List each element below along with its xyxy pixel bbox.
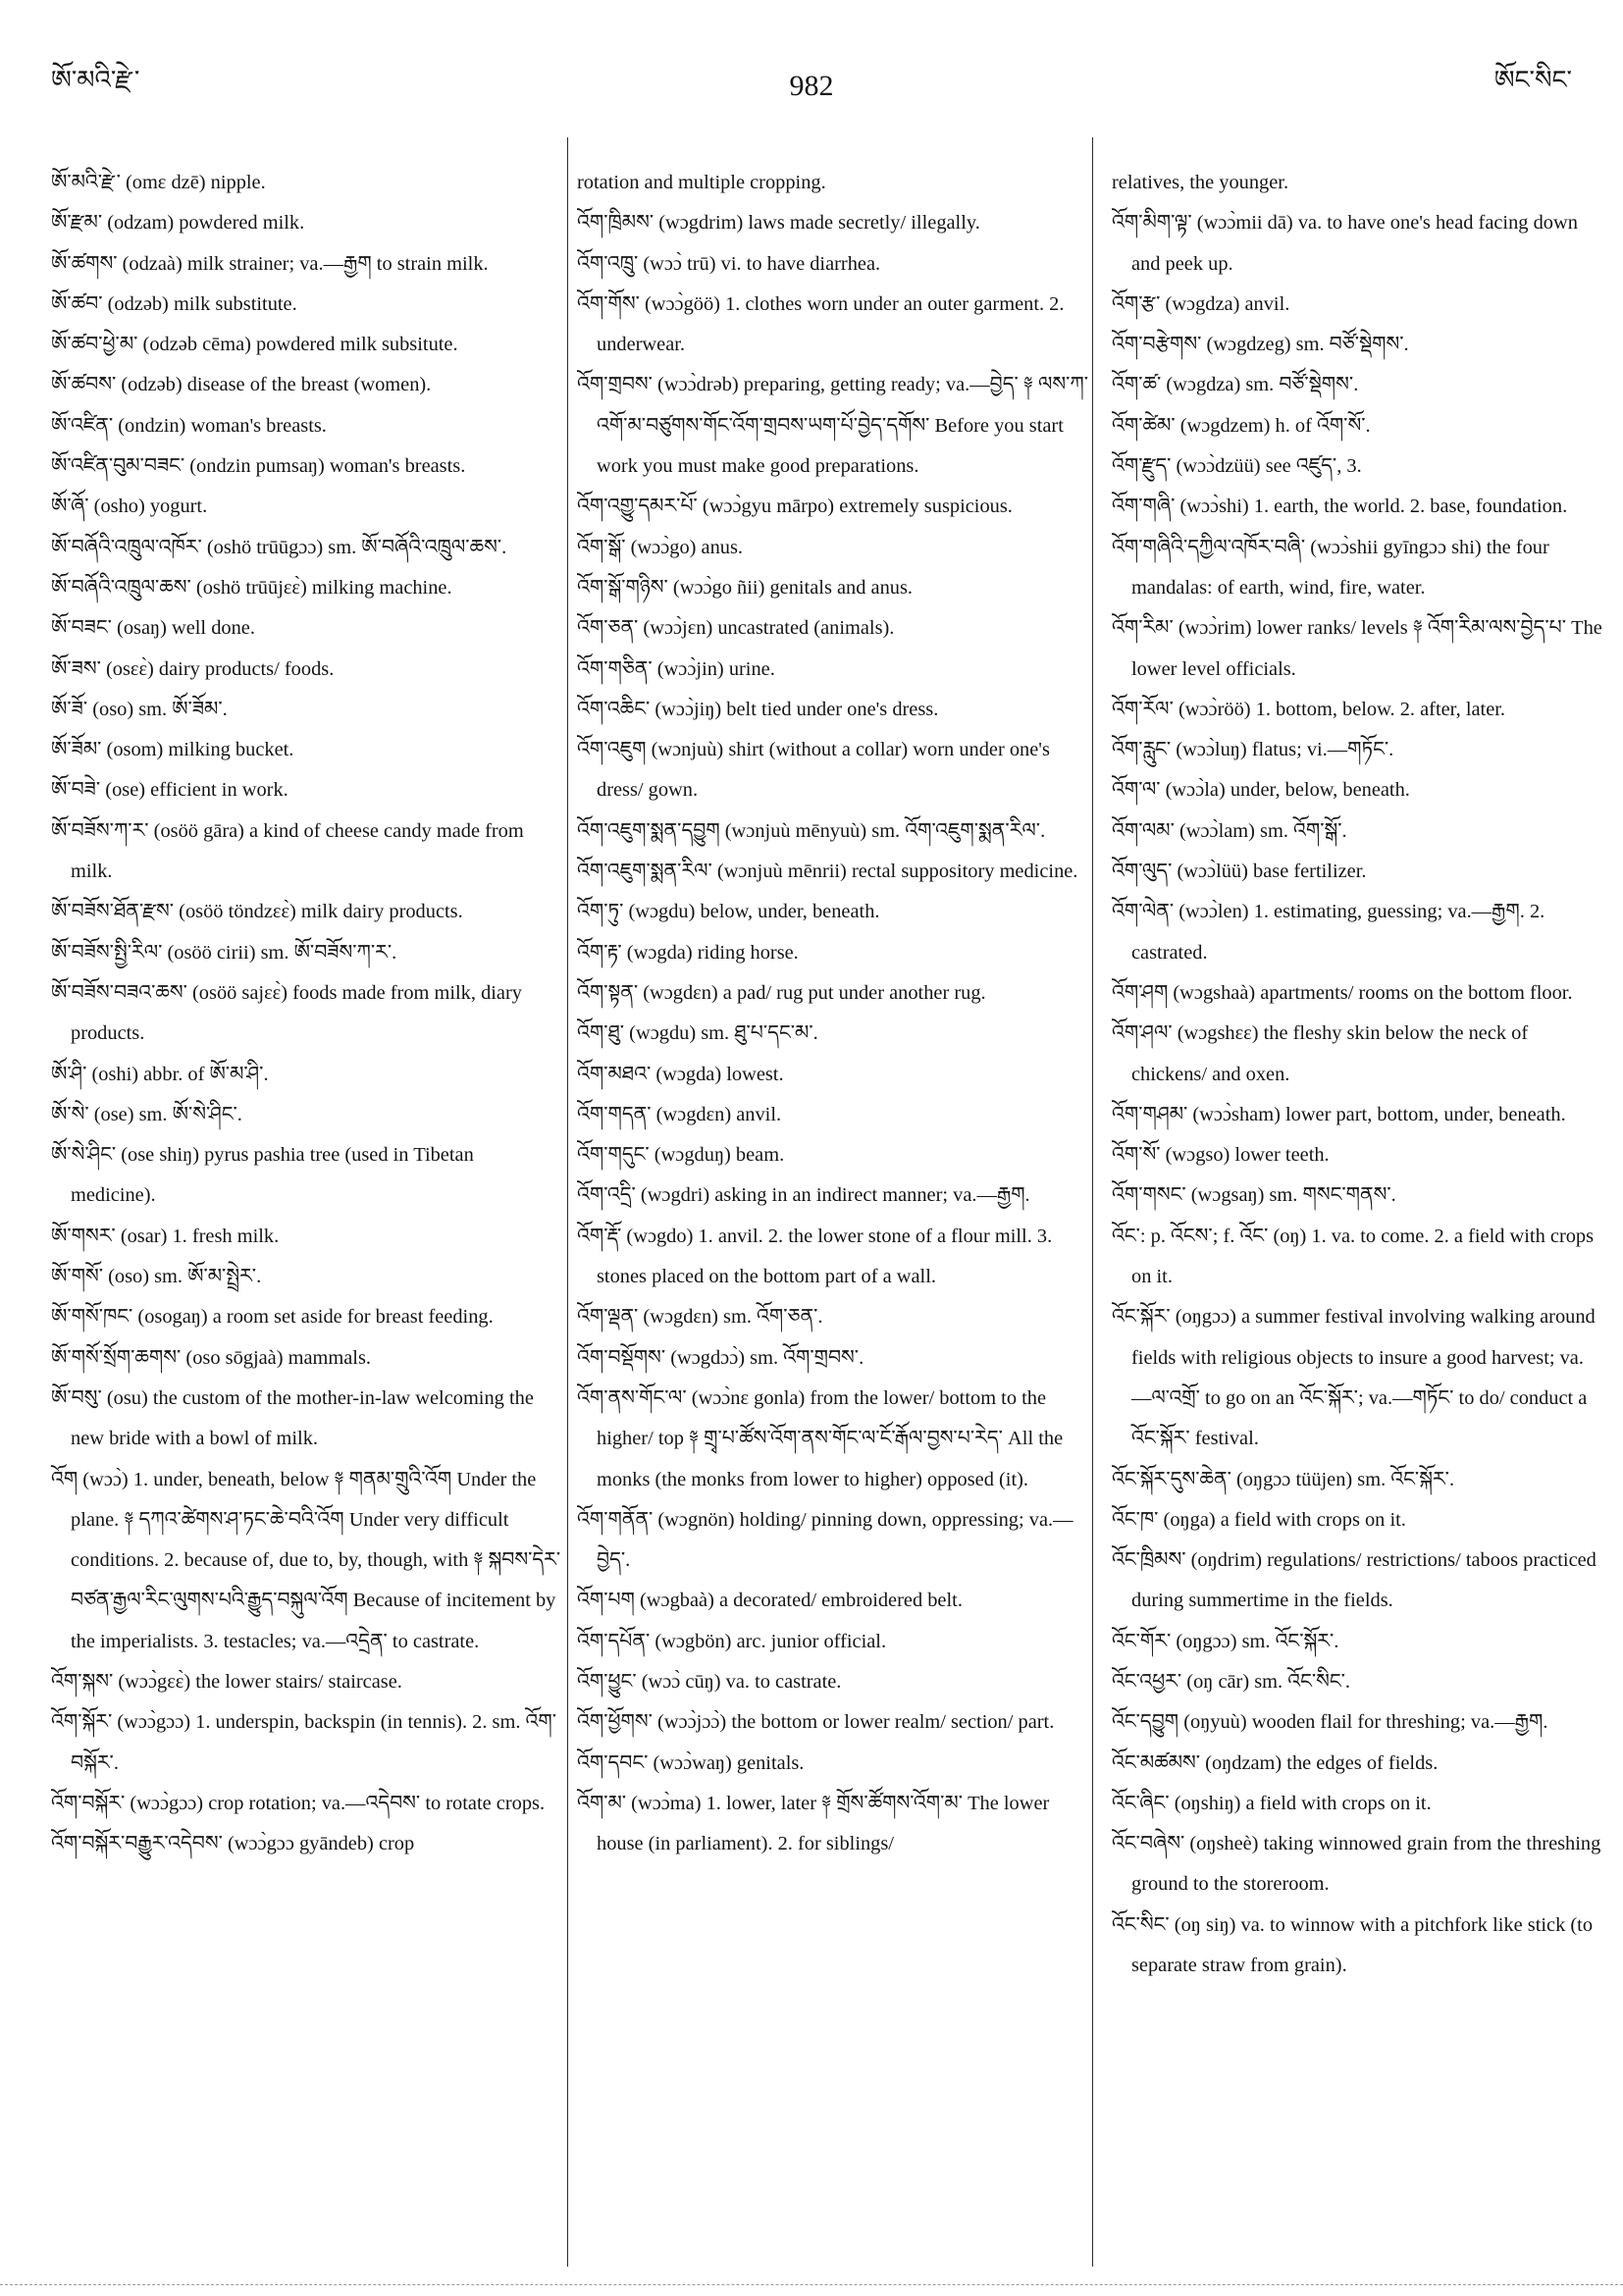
column-1 — [51, 163, 561, 2272]
dictionary-entry: འོག་གཤམ་ (wɔɔ̀sham) lower part, bottom, under, beneath. — [1112, 1103, 1566, 1125]
dictionary-entry: འོང་ཁ་ (oŋga) a field with crops on it. — [1112, 1508, 1406, 1531]
dictionary-entry: འོག་འཇུག་སྨན་རིལ་ (wɔnjuù mēnrii) rectal suppository medicine. — [577, 861, 1078, 883]
dictionary-entry: འོག་ཏུ་ (wɔgdu) below, under, beneath. — [577, 901, 880, 923]
dictionary-entry: ཨོ་གསོ་སྲོག་ཆགས་ (oso sōgjaà) mammals. — [51, 1346, 372, 1369]
dictionary-entry: འོག་གཅིན་ (wɔɔ̀jin) urine. — [577, 657, 775, 680]
dictionary-entry: ཨོ་སེ་ (ose) sm. ཨོ་སེ་ཤིང་. — [51, 1103, 242, 1125]
dictionary-entry: ཨོ་ཚགས་ (odzaà) milk strainer; va.—རྒྱག to strain milk. — [51, 252, 489, 275]
dictionary-entry: འོག་མཐའ་ (wɔgda) lowest. — [577, 1063, 784, 1085]
dictionary-entry: འོག་ནས་གོང་ལ་ (wɔɔ̀nɛ gonla) from the lower/ bottom to the higher/ top ༈ གྲྭ་པ་ཚོས་འོག་ནས་གོང་ལ་ངོ་རྒོལ་བྱས་པ་རེད་ All the monks (the monks from lower to higher) opposed (it). — [577, 1386, 1064, 1490]
dictionary-entry: ཨོ་བཞོའི་འཁྲུལ་འཁོར་ (oshö trūūgɔɔ) sm. ཨོ་བཞོའི་འཁྲུལ་ཆས་. — [51, 536, 507, 558]
dictionary-entry: འོག་རླུང་ (wɔɔ̀luŋ) flatus; vi.—གཏོང་. — [1112, 739, 1394, 761]
dictionary-entry: འོག་ཕྱོགས་ (wɔɔ̀jɔɔ̀) the bottom or lower realm/ section/ part. — [577, 1711, 1055, 1734]
dictionary-entry: འོག་སྐོར་ (wɔɔ̀gɔɔ) 1. underspin, backspin (in tennis). 2. sm. འོག་བསྐོར་. — [51, 1711, 557, 1774]
dictionary-entry: འོག་དབང་ (wɔɔ̀waŋ) genitals. — [577, 1751, 805, 1774]
column-3 — [1112, 163, 1602, 2272]
dictionary-entry: འོག་ལ་ (wɔɔ̀la) under, below, beneath. — [1112, 779, 1410, 802]
dictionary-entry: ཨོ་གསར་ (osar) 1. fresh milk. — [51, 1225, 280, 1247]
dictionary-entry: ཨོ་ཟོམ་ (osom) milking bucket. — [51, 739, 294, 761]
running-head-left: ཨོ་མའི་རྫེ་ — [51, 66, 140, 95]
dictionary-entry: འོག་སྒོ་གཉིས་ (wɔɔ̀go ñii) genitals and anus. — [577, 576, 913, 599]
dictionary-entry: འོག་གྲབས་ (wɔɔ̀drəb) preparing, getting ready; va.—བྱེད་ ༈ ལས་ཀ་འགོ་མ་བཙུགས་གོང་འོག་གྲབས་ཡག་པོ་བྱེད་དགོས་ Before you start work you must make good preparations. — [577, 374, 1089, 478]
running-head-right: ཨོང་སིང་ — [1493, 66, 1572, 95]
dictionary-entry: འོག་གོས་ (wɔɔ̀göö) 1. clothes worn under an outer garment. 2. underwear. — [577, 292, 1065, 356]
dictionary-entry: འོང་ཁྲིམས་ (oŋdrim) regulations/ restrictions/ taboos practiced during summertime in the fields. — [1112, 1549, 1597, 1612]
dictionary-entry: འོག་གསང་ (wɔgsaŋ) sm. གསང་གནས་. — [1112, 1184, 1396, 1207]
dictionary-entry: ཨོ་བཟེ་ (ose) efficient in work. — [51, 779, 288, 802]
dictionary-entry: འོང་དབྱུག (oŋyuù) wooden flail for threshing; va.—རྒྱག. — [1112, 1711, 1548, 1734]
dictionary-entry: འོག་རྩ་ (wɔgdza) anvil. — [1112, 292, 1290, 315]
dictionary-entry: འོག་འཁྲུ་ (wɔɔ̀ trū) vi. to have diarrhea. — [577, 252, 881, 275]
dictionary-entry: འོག་འཆིང་ (wɔɔ̀jiŋ) belt tied under one's dress. — [577, 698, 939, 720]
dictionary-entry: ཨོ་ཚབས་ (odzəb) disease of the breast (women). — [51, 374, 432, 396]
dictionary-entry: འོག་ཅན་ (wɔɔ̀jɛn) uncastrated (animals). — [577, 617, 895, 640]
dictionary-entry: ཨོ་བཟོས་ཀ་ར་ (osöö gāra) a kind of cheese candy made from milk. — [51, 819, 524, 883]
dictionary-entry: ཨོ་ཤི་ (oshi) abbr. of ཨོ་མ་ཤི་. — [51, 1063, 269, 1085]
dictionary-entry: འོག་བསྐོར་བརྒྱུར་འདེབས་ (wɔɔ̀gɔɔ gyāndeb) crop — [51, 1833, 415, 1855]
dictionary-entry: འོག་ཕྱུང་ (wɔɔ̀ cūŋ) va. to castrate. — [577, 1670, 842, 1693]
dictionary-entry: འོག་བརྩེགས་ (wɔgdzeg) sm. བཙོ་སྡེགས་. — [1112, 334, 1409, 356]
dictionary-entry: འོག་འཇུག (wɔnjuù) shirt (without a collar) worn under one's dress/ gown. — [577, 739, 1050, 802]
dictionary-entry: ཨོ་བཟོས་བཟའ་ཆས་ (osöö sajɛɛ̀) foods made from milk, diary products. — [51, 981, 522, 1045]
dictionary-entry: ཨོ་བཟོས་སྤྱི་རིལ་ (osöö cirii) sm. ཨོ་བཟོས་ཀ་ར་. — [51, 941, 397, 964]
dictionary-entry: འོག་ལམ་ (wɔɔ̀lam) sm. འོག་སྒོ་. — [1112, 819, 1347, 842]
dictionary-entry: ཨོ་མའི་རྫེ་ (omɛ dzē) nipple. — [51, 172, 266, 193]
dictionary-entry: ཨོ་བཟོས་ཐོན་རྫས་ (osöö töndzɛɛ̀) milk dairy products. — [51, 901, 463, 923]
page-number: 982 — [789, 70, 834, 102]
dictionary-entry: འོག་ལྡན་ (wɔgdɛn) sm. འོག་ཅན་. — [577, 1306, 823, 1329]
dictionary-entry: འོག་སོ་ (wɔgso) lower teeth. — [1112, 1144, 1330, 1167]
dictionary-entry: ཨོ་གསོ་ (oso) sm. ཨོ་མ་སྤྲེར་. — [51, 1266, 262, 1288]
dictionary-entry: ཨོ་བཟང་ (osaŋ) well done. — [51, 617, 255, 640]
dictionary-entry: འོག་བསྐོར་ (wɔɔ̀gɔɔ) crop rotation; va.—འདེབས་ to rotate crops. — [51, 1792, 546, 1814]
dictionary-entry: འོག་མ་ (wɔɔ̀ma) 1. lower, later ༈ གྲོས་ཚོགས་འོག་མ་ The lower house (in parliament). 2. for siblings/ — [577, 1792, 1050, 1855]
dictionary-entry: འོང་སྐོར་དུས་ཆེན་ (oŋgɔɔ tüüjen) sm. འོང་སྐོར་. — [1112, 1468, 1455, 1490]
dictionary-entry: འོང་བཞེས་ (oŋsheè) taking winnowed grain from the threshing ground to the storeroom. — [1112, 1833, 1601, 1896]
dictionary-entry: འོང་མཚམས་ (oŋdzam) the edges of fields. — [1112, 1751, 1439, 1774]
dictionary-entry: འོག་རོལ་ (wɔɔ̀röö) 1. bottom, below. 2. after, later. — [1112, 698, 1506, 720]
dictionary-entry: relatives, the younger. — [1112, 172, 1289, 193]
dictionary-entry: ཨོ་གསོ་ཁང་ (osogaŋ) a room set aside for breast feeding. — [51, 1306, 494, 1329]
dictionary-entry: ཨོ་ཚབ་ཕྱེ་མ་ (odzəb cēma) powdered milk subsitute. — [51, 334, 458, 356]
dictionary-entry: འོག་རྟ་ (wɔgda) riding horse. — [577, 941, 799, 964]
dictionary-entry: འོག་གདུང་ (wɔgduŋ) beam. — [577, 1144, 785, 1167]
dictionary-entry: ཨོ་ཞོ་ (osho) yogurt. — [51, 496, 208, 518]
dictionary-entry: འོག་ཚེམ་ (wɔgdzem) h. of འོག་སོ་. — [1112, 414, 1371, 437]
dictionary-entry: ཨོ་ཚབ་ (odzəb) milk substitute. — [51, 292, 297, 315]
dictionary-entry: འོག་རྫུད་ (wɔɔ̀dzüü) see འཛུད་, 3. — [1112, 455, 1362, 478]
dictionary-entry: འོག་འདྲི་ (wɔgdri) asking in an indirect manner; va.—རྒྱག. — [577, 1184, 1030, 1207]
dictionary-entry: འོག་འགྱུ་དམར་པོ་ (wɔɔ̀gyu mārpo) extremely suspicious. — [577, 496, 1013, 518]
dictionary-entry: འོག་གནོན་ (wɔgnön) holding/ pinning down, oppressing; va.—བྱེད་. — [577, 1508, 1073, 1572]
bottom-edge-line — [0, 2284, 1623, 2285]
dictionary-entry: འོག་པག (wɔgbaà) a decorated/ embroidered belt. — [577, 1590, 963, 1612]
dictionary-entry: ཨོ་རྫམ་ (odzam) powdered milk. — [51, 212, 305, 235]
dictionary-entry: འོག་འཇུག་སྨན་དབྱུག (wɔnjuù mēnyuù) sm. འོག་འཇུག་སྨན་རིལ་. — [577, 819, 1046, 842]
dictionary-entry: ཨོ་ཟོ་ (oso) sm. ཨོ་ཟོམ་. — [51, 698, 228, 720]
dictionary-entry: ཨོ་ཟས་ (osɛɛ̀) dairy products/ foods. — [51, 657, 335, 680]
dictionary-entry: འོག (wɔɔ̀) 1. under, beneath, below ༈ གནམ་གྲུའི་འོག Under the plane. ༈ དཀའ་ཚེགས་ཤ་ཏང་ཆེ་བའི་འོག Under very difficult conditions. 2. because of, due to, by, though, with ༈ སྐབས་དེར་བཙན་རྒྱལ་རིང་ལུགས་པའི་རྒྱུད་བསྐུལ་འོག Because of incitement by the imperialists. 3. testacles; va.—འདྲེན་ to castrate. — [51, 1468, 561, 1652]
dictionary-entry: འོག་རིམ་ (wɔɔ̀rim) lower ranks/ levels ༈ འོག་རིམ་ལས་བྱེད་པ་ The lower level officials. — [1112, 617, 1602, 680]
dictionary-entry: འོག་གཞི་ (wɔɔ̀shi) 1. earth, the world. 2. base, foundation. — [1112, 496, 1568, 518]
dictionary-entry: འོག་བསྡོགས་ (wɔgdɔɔ̀) sm. འོག་གྲབས་. — [577, 1346, 864, 1369]
dictionary-entry: ཨོ་འཛིན་ (ondzin) woman's breasts. — [51, 414, 327, 437]
dictionary-entry: འོག་གདན་ (wɔgdɛn) anvil. — [577, 1103, 782, 1125]
dictionary-entry: ཨོ་སེ་ཤིང་ (ose shiŋ) pyrus pashia tree (used in Tibetan medicine). — [51, 1144, 474, 1207]
dictionary-entry: འོག་ལུད་ (wɔɔ̀lüü) base fertilizer. — [1112, 861, 1367, 883]
dictionary-entry: ཨོ་བཞོའི་འཁྲུལ་ཆས་ (oshö trūūjɛɛ̀) milking machine. — [51, 576, 452, 599]
dictionary-entry: འོང་གོར་ (oŋgɔɔ) sm. འོང་སྐོར་. — [1112, 1630, 1339, 1652]
dictionary-entry: ཨོ་བསུ་ (osu) the custom of the mother-in-law welcoming the new bride with a bowl of milk. — [51, 1386, 534, 1450]
dictionary-entry: འོག་ཚ་ (wɔgdza) sm. བཙོ་སྡེགས་. — [1112, 374, 1359, 396]
dictionary-entry: rotation and multiple cropping. — [577, 172, 826, 193]
dictionary-entry: འོག་ཤག (wɔgshaà) apartments/ rooms on the bottom floor. — [1112, 981, 1573, 1004]
dictionary-entry: འོག་སྟན་ (wɔgdɛn) a pad/ rug put under another rug. — [577, 981, 986, 1004]
dictionary-entry: འོང་སྐོར་ (oŋgɔɔ) a summer festival involving walking around fields with religious objects to insure a good harvest; va.—ལ་འགྲོ་ to go on an འོང་སྐོར་; va.—གཏོང་ to do/ conduct a འོང་སྐོར་ festival. — [1112, 1306, 1596, 1450]
dictionary-entry: འོག་ཤལ་ (wɔgshɛɛ) the fleshy skin below the neck of chickens/ and oxen. — [1112, 1022, 1529, 1085]
dictionary-entry: འོག་སྒོ་ (wɔɔ̀go) anus. — [577, 536, 743, 558]
dictionary-entry: འོང་: p. འོངས་; f. འོང་ (oŋ) 1. va. to come. 2. a field with crops on it. — [1112, 1225, 1595, 1288]
dictionary-entry: འོག་ཁྲིམས་ (wɔgdrim) laws made secretly/ illegally. — [577, 212, 980, 235]
column-divider-1 — [567, 137, 568, 2267]
dictionary-entry: འོང་ཞིང་ (oŋshiŋ) a field with crops on it. — [1112, 1792, 1432, 1814]
dictionary-entry: འོག་ཐུ་ (wɔgdu) sm. ཐུ་པ་དང་མ་. — [577, 1022, 818, 1045]
dictionary-entry: འོག་མིག་ལྟ་ (wɔɔ̀mii dā) va. to have one's head facing down and peek up. — [1112, 212, 1578, 275]
dictionary-entry: ཨོ་འཛིན་བུམ་བཟང་ (ondzin pumsaŋ) woman's breasts. — [51, 455, 466, 478]
dictionary-entry: འོག་གཞིའི་དཀྱིལ་འཁོར་བཞི་ (wɔɔ̀shii gyīngɔɔ shi) the four mandalas: of earth, wind, fire, water. — [1112, 536, 1549, 599]
column-2 — [577, 163, 1094, 2272]
dictionary-entry: འོག་ལེན་ (wɔɔ̀len) 1. estimating, guessing; va.—རྒྱག. 2. castrated. — [1112, 901, 1545, 964]
dictionary-entry: འོག་སྐས་ (wɔɔ̀gɛɛ̀) the lower stairs/ staircase. — [51, 1670, 402, 1693]
dictionary-entry: འོག་རྡོ་ (wɔgdo) 1. anvil. 2. the lower stone of a flour mill. 3. stones placed on the bottom part of a wall. — [577, 1225, 1053, 1288]
dictionary-entry: འོག་དཔོན་ (wɔgbön) arc. junior official. — [577, 1630, 887, 1652]
dictionary-entry: འོང་སིང་ (oŋ siŋ) va. to winnow with a pitchfork like stick (to separate straw from grain). — [1112, 1913, 1594, 1977]
dictionary-entry: འོང་འཕྱར་ (oŋ cār) sm. འོང་སིང་. — [1112, 1670, 1351, 1693]
